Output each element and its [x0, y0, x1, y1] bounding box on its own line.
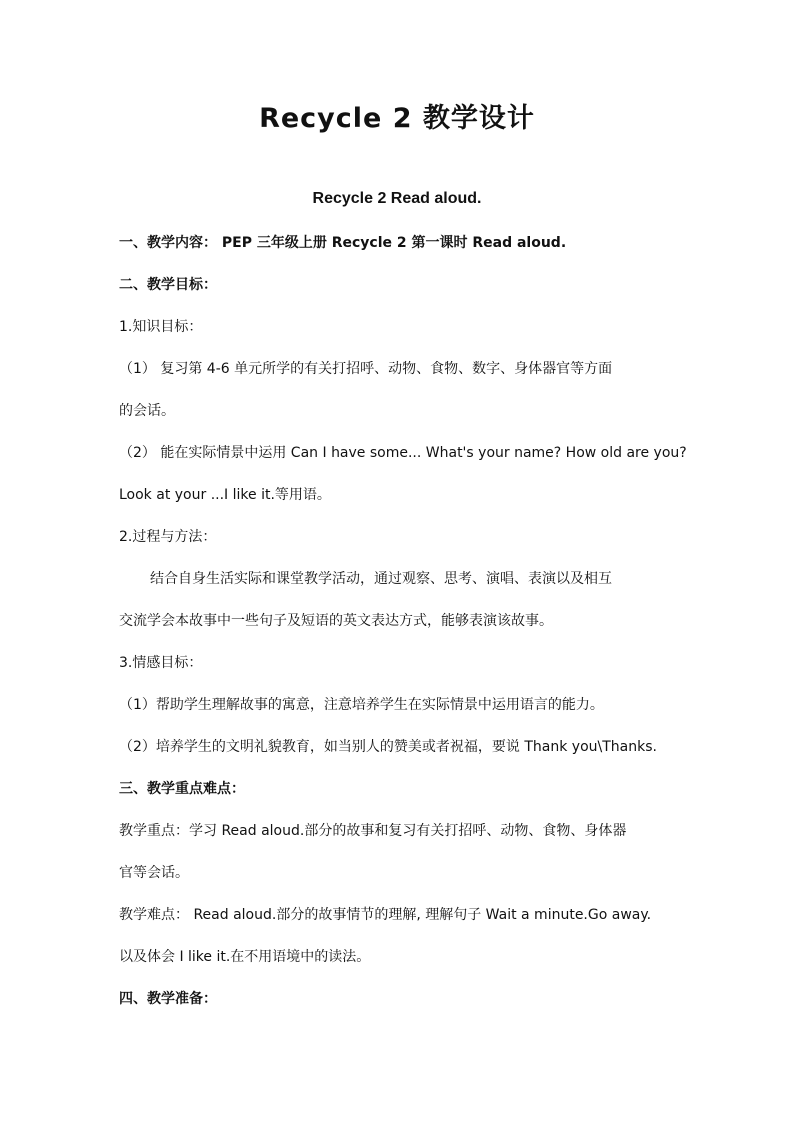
paragraph-line: 官等会话。 [119, 865, 189, 881]
paragraph-line: 教学重点：学习 Read aloud.部分的故事和复习有关打招呼、动物、食物、身体器 [119, 823, 627, 839]
section-heading-content: 一、教学内容： PEP 三年级上册 Recycle 2 第一课时 Read aloud. [119, 235, 567, 251]
subheading-emotion: 3.情感目标： [119, 655, 203, 671]
paragraph-line: （1）帮助学生理解故事的寓意，注意培养学生在实际情景中运用语言的能力。 [119, 697, 604, 713]
paragraph-line: （2） 能在实际情景中运用 Can I have some... What's your name? How old are you? [119, 445, 687, 461]
paragraph-line: 教学难点： Read aloud.部分的故事情节的理解, 理解句子 Wait a minute.Go away. [119, 907, 652, 923]
paragraph-line: 以及体会 I like it.在不用语境中的读法。 [119, 949, 371, 965]
subheading-process: 2.过程与方法： [119, 529, 217, 545]
subheading-knowledge: 1.知识目标： [119, 319, 203, 335]
paragraph-line: （2）培养学生的文明礼貌教育，如当别人的赞美或者祝福，要说 Thank you\Thanks. [119, 739, 657, 755]
section-heading-goals: 二、教学目标： [119, 277, 217, 293]
document-subtitle: Recycle 2 Read aloud. [312, 190, 482, 207]
paragraph-line: （1） 复习第 4-6 单元所学的有关打招呼、动物、食物、数字、身体器官等方面 [119, 361, 613, 377]
paragraph-line: 结合自身生活实际和课堂教学活动，通过观察、思考、演唱、表演以及相互 [150, 571, 612, 587]
paragraph-line: 交流学会本故事中一些句子及短语的英文表达方式，能够表演该故事。 [119, 613, 553, 629]
section-heading-keypoints: 三、教学重点难点： [119, 781, 245, 797]
paragraph-line: Look at your ...I like it.等用语。 [119, 487, 331, 503]
section-heading-preparation: 四、教学准备： [119, 991, 217, 1007]
document-title: Recycle 2 教学设计 [259, 103, 535, 134]
paragraph-line: 的会话。 [119, 403, 175, 419]
